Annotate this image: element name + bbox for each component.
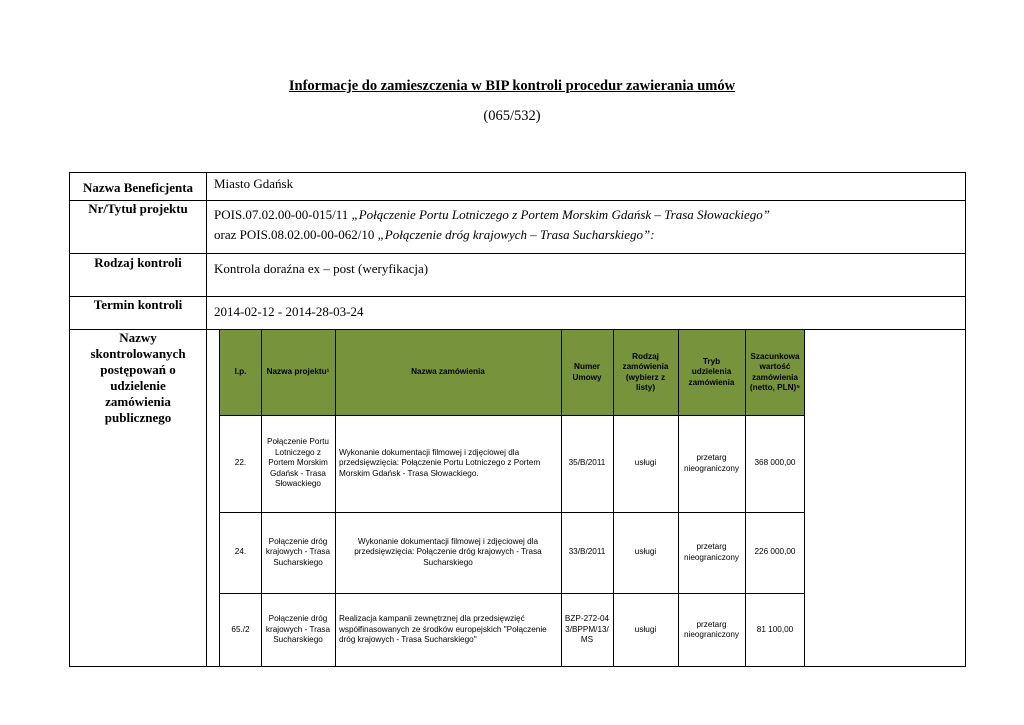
header-project: Nazwa projektu¹ bbox=[266, 367, 330, 377]
header-order: Nazwa zamówienia bbox=[411, 367, 485, 377]
row-2-mode: przetarg nieograniczony bbox=[683, 542, 740, 562]
project-title-2: „Połączenie dróg krajowych – Trasa Sucharskiego”: bbox=[377, 227, 655, 242]
row-3-mode: przetarg nieograniczony bbox=[683, 619, 740, 639]
header-lp: l.p. bbox=[234, 367, 247, 377]
row-1-lp: 22. bbox=[234, 458, 247, 468]
project-code-2: oraz POIS.08.02.00-00-062/10 bbox=[214, 227, 378, 242]
row-1-order: Wykonanie dokumentacji filmowej i zdjęciowej dla przedsięwzięcia: Połączenie Portu Lotniczego z Portem Morskim Gdańsk - Trasa Słowackiego. bbox=[339, 447, 541, 478]
info-table-divider bbox=[206, 173, 207, 666]
row-1-type: usługi bbox=[634, 458, 657, 468]
row-1-mode: przetarg nieograniczony bbox=[683, 453, 740, 473]
document-title: Informacje do zamieszczenia w BIP kontroli procedur zawierania umów bbox=[288, 78, 736, 94]
beneficiary-value: Miasto Gdańsk bbox=[214, 176, 294, 191]
header-mode: Tryb udzielenia zamówienia bbox=[688, 356, 735, 387]
row-3-order: Realizacja kampanii zewnętrznej dla przedsięwzięć współfinasowanych ze środków europejskich "Połączenie dróg krajowych - Trasa Sucharskiego" bbox=[339, 614, 547, 645]
control-type-value: Kontrola doraźna ex – post (weryfikacja) bbox=[214, 261, 429, 276]
row-3-project: Połączenie dróg krajowych - Trasa Sucharskiego bbox=[265, 614, 331, 645]
row-2-type: usługi bbox=[634, 547, 657, 557]
row-2-project: Połączenie dróg krajowych - Trasa Sucharskiego bbox=[265, 536, 331, 567]
row-3-type: usługi bbox=[634, 624, 657, 634]
procedures-table bbox=[219, 329, 805, 667]
project-label: Nr/Tytuł projektu bbox=[88, 201, 188, 216]
project-title-1: „Połączenie Portu Lotniczego z Portem Morskim Gdańsk – Trasa Słowackiego” bbox=[351, 207, 770, 222]
procedures-label: Nazwy skontrolowanych postępowań o udzielenie zamówienia publicznego bbox=[90, 330, 186, 425]
control-date-value: 2014-02-12 - 2014-28-03-24 bbox=[214, 304, 364, 319]
document-number: (065/532) bbox=[483, 108, 541, 124]
row-2-number: 33/B/2011 bbox=[568, 547, 606, 557]
row-3-value: 81 100,00 bbox=[756, 624, 794, 634]
beneficiary-label: Nazwa Beneficjenta bbox=[82, 180, 194, 195]
control-date-label: Termin kontroli bbox=[93, 297, 183, 312]
row-3-lp: 65./2 bbox=[231, 624, 250, 634]
row-2-order: Wykonanie dokumentacji filmowej i zdjęciowej dla przedsięwzięcia: Połączenie dróg krajowych - Trasa Sucharskiego bbox=[354, 536, 542, 567]
row-1-number: 35/B/2011 bbox=[568, 458, 606, 468]
header-number: Numer Umowy bbox=[572, 362, 602, 382]
project-code-1: POIS.07.02.00-00-015/11 bbox=[214, 207, 352, 222]
row-2-value: 226 000,00 bbox=[754, 547, 796, 557]
row-3-number: BZP-272-043/BPPM/13/MS bbox=[564, 614, 610, 645]
header-value: Szacunkowa wartość zamówienia (netto, PLN)⁵ bbox=[749, 351, 801, 392]
header-type: Rodzaj zamówienia (wybierz z listy) bbox=[622, 351, 669, 392]
row-1-project: Połączenie Portu Lotniczego z Portem Morskim Gdańsk - Trasa Słowackiego bbox=[267, 437, 329, 489]
row-1-value: 368 000,00 bbox=[754, 458, 796, 468]
row-2-lp: 24. bbox=[234, 547, 247, 557]
project-value bbox=[214, 207, 954, 243]
control-type-label: Rodzaj kontroli bbox=[94, 255, 182, 270]
